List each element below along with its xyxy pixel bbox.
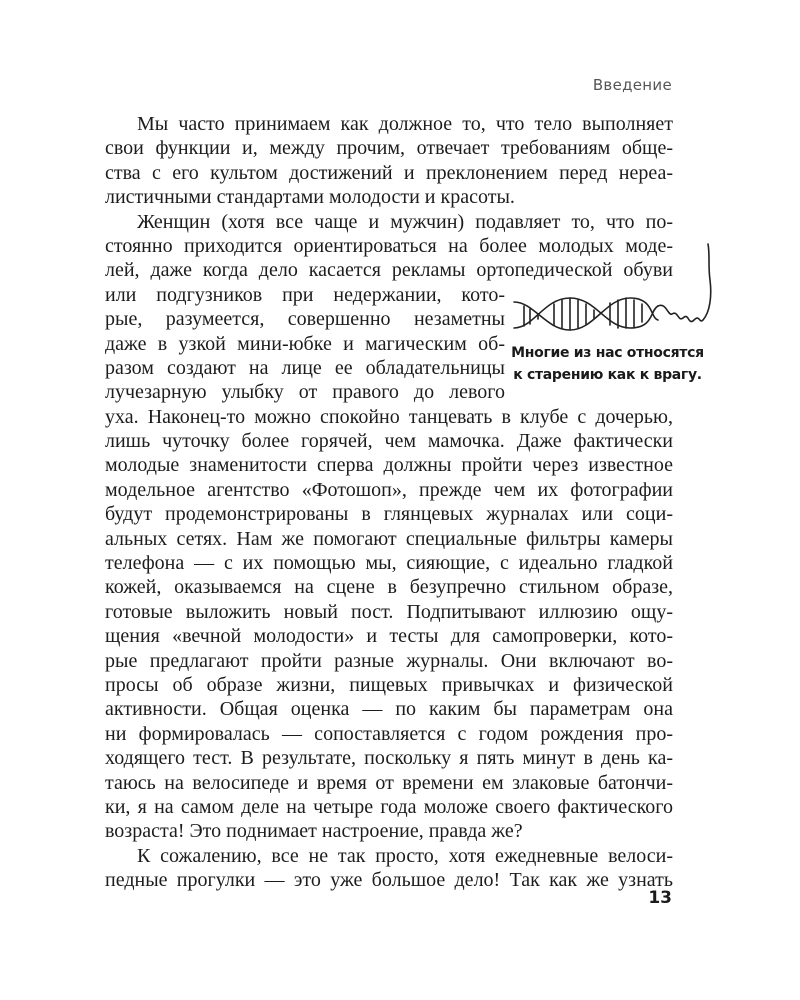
text-line: даже в узкой мини-юбке и магическим об-: [105, 332, 505, 355]
text-line: молодые знаменитости сперва должны пройти через известное: [105, 454, 673, 477]
page-number: 13: [648, 888, 672, 908]
text-line: телефона — с их помощью мы, сияющие, с идеально гладкой: [105, 552, 673, 575]
text-line: лучезарную улыбку от правого до левого: [105, 381, 505, 404]
text-line: лей, даже когда дело касается рекламы ортопедической обуви: [105, 259, 673, 282]
caption-line: к старению как к врагу.: [513, 367, 702, 383]
dna-helix-icon: [500, 240, 715, 350]
caption-line: Многие из нас относятся: [511, 345, 704, 361]
text-line: возраста! Это поднимает настроение, правда же?: [105, 820, 523, 843]
text-line: Мы часто принимаем как должное то, что тело выполняет: [137, 113, 673, 135]
text-line: ства с его культом достижений и преклонением перед нереа-: [105, 161, 673, 184]
text-line: альных сетях. Нам же помогают специальные фильтры камеры: [105, 527, 673, 550]
text-line: Женщин (хотя все чаще и мужчин) подавляет то, что по-: [137, 210, 673, 233]
text-line: рые предлагают пройти разные журналы. Они включают во-: [105, 649, 673, 672]
text-line: ни формировалась — сопоставляется с годом рождения про-: [105, 722, 673, 745]
text-line: готовые выложить новый пост. Подпитывают иллюзию ощу-: [105, 600, 673, 623]
text-line: кожей, оказываемся на сцене в безупречно стильном образе,: [105, 576, 673, 599]
text-line: свои функции и, между прочим, отвечает требованиям обще-: [105, 137, 673, 160]
text-line: педные прогулки — это уже большое дело! Так как же узнать: [105, 869, 673, 892]
text-line: разом создают на лице ее обладательницы: [105, 356, 505, 379]
text-line: таюсь на велосипеде и время от времени ем злаковые батончи-: [105, 771, 673, 794]
text-line: лишь чуточку более горячей, чем мамочка. Даже фактически: [105, 430, 673, 453]
running-header: Введение: [592, 76, 672, 94]
text-line: будут продемонстрированы в глянцевых журналах или соци-: [105, 503, 673, 526]
text-line: просы об образе жизни, пищевых привычках и физической: [105, 673, 673, 696]
text-line: щения «вечной молодости» и тесты для самопроверки, кото-: [105, 625, 673, 648]
text-line: уха. Наконец-то можно спокойно танцевать в клубе с дочерью,: [105, 405, 673, 428]
body-text: [105, 112, 673, 893]
text-line: ходящего тест. В результате, поскольку я пять минут в день ка-: [105, 747, 673, 770]
text-line: листичными стандартами молодости и красоты.: [105, 186, 515, 209]
sidebar-caption: [500, 342, 715, 386]
text-line: или подгузников при недержании, кото-: [105, 283, 505, 306]
text-line: активности. Общая оценка — по каким бы параметрам она: [105, 698, 673, 721]
text-line: стоянно приходится ориентироваться на более молодых моде-: [105, 234, 673, 257]
text-line: К сожалению, все не так просто, хотя ежедневные велоси-: [137, 844, 673, 867]
text-line: рые, разумеется, совершенно незаметны: [105, 308, 505, 331]
text-line: модельное агентство «Фотошоп», прежде чем их фотографии: [105, 478, 673, 501]
text-line: ки, я на самом деле на четыре года моложе своего фактического: [105, 795, 673, 818]
